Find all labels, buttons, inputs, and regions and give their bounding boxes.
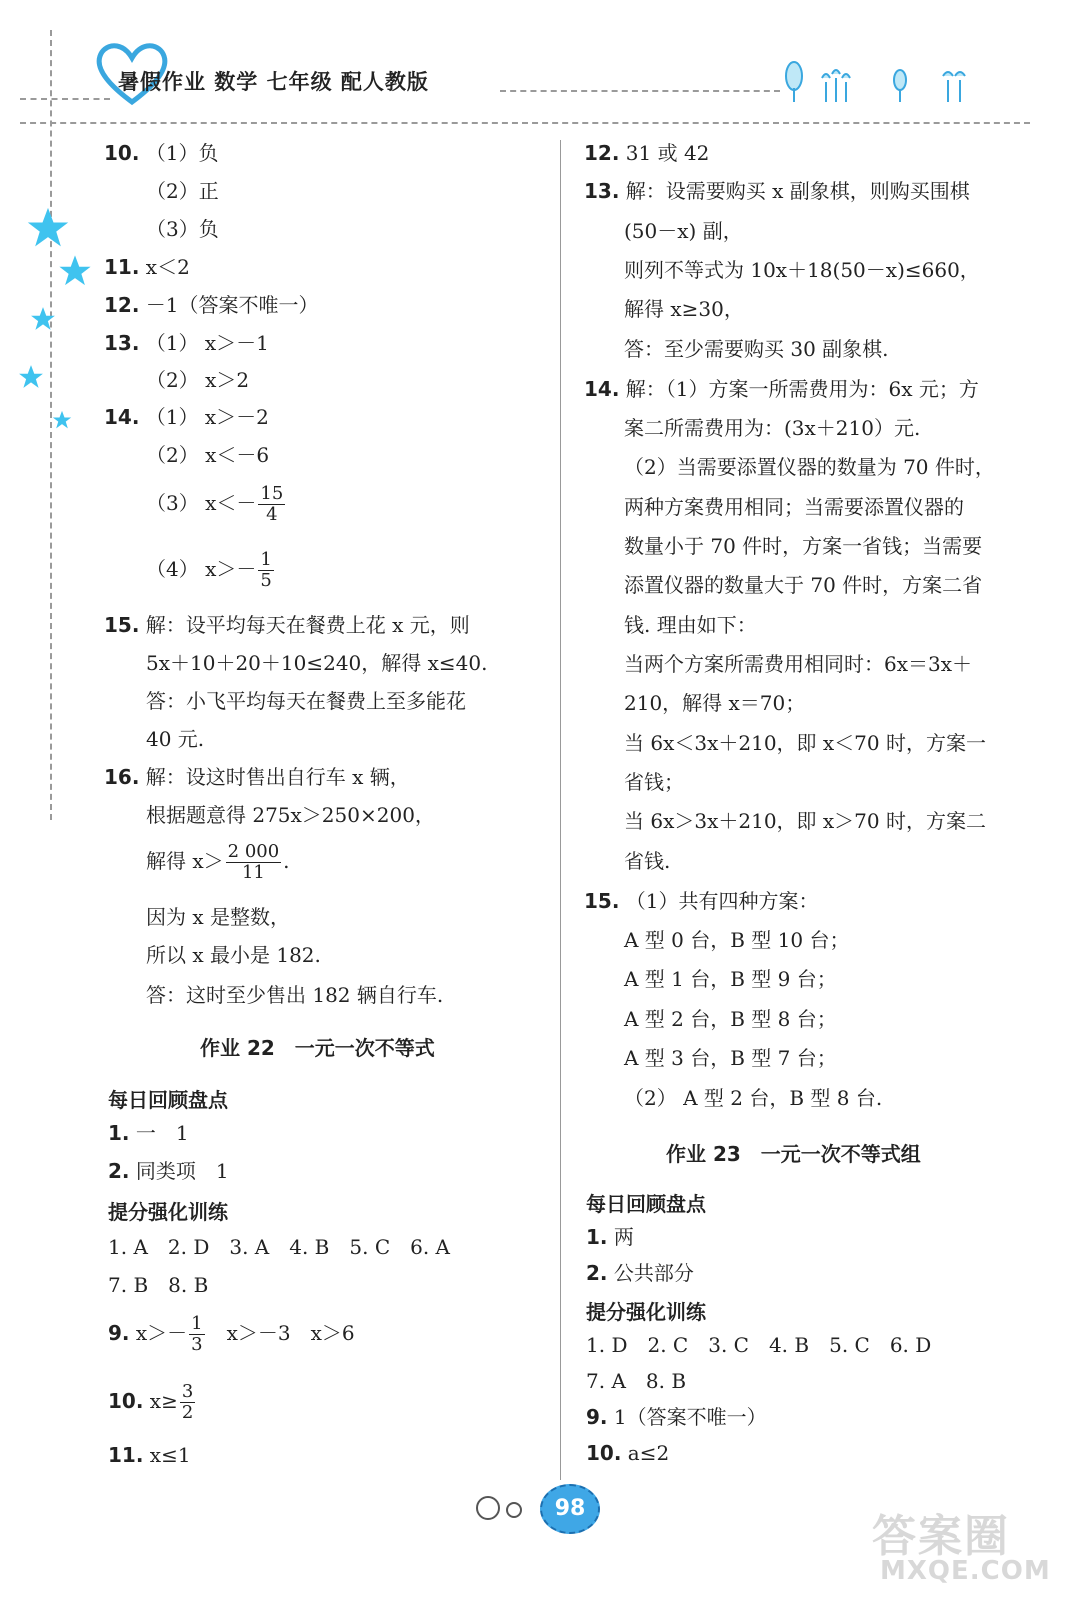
left-q14-d: （4） x＞－ $\frac{1}{5}$	[146, 549, 272, 591]
left-q16-l1: 16. 解：设这时售出自行车 x 辆，	[104, 765, 410, 789]
right-q13-l3: 则列不等式为 10x＋18(50－x)≤660，	[624, 258, 980, 282]
right-daily-2: 2. 公共部分	[586, 1261, 694, 1285]
fraction: $\frac{15}{4}$	[260, 483, 284, 525]
right-q13-l4: 解得 x≥30，	[624, 297, 744, 321]
right-q14-l10: 当 6x＜3x＋210，即 x＜70 时，方案一	[624, 731, 986, 755]
left-q16-l3: 解得 x＞ $\frac{2 000}{11}$ .	[146, 841, 290, 883]
daily-review-heading-2: 每日回顾盘点	[586, 1192, 706, 1216]
header-dash-line	[20, 98, 110, 100]
daily-review-heading: 每日回顾盘点	[108, 1088, 228, 1112]
right-daily-1: 1. 两	[586, 1225, 634, 1249]
header-title: 暑假作业 数学 七年级 配人教版	[118, 70, 429, 94]
star-icon	[58, 254, 92, 288]
left-training-10: 10. x≥ $\frac{3}{2}$	[108, 1381, 194, 1423]
left-daily-1: 1. 一 1	[108, 1121, 189, 1145]
right-q15-l3: A 型 1 台，B 型 9 台；	[624, 967, 837, 991]
right-q14-l12: 当 6x＞3x＋210，即 x＞70 时，方案二	[624, 809, 986, 833]
right-q14-l2: 案二所需费用为：(3x＋210）元.	[624, 416, 921, 440]
left-q16-l2: 根据题意得 275x＞250×200，	[146, 803, 435, 827]
training-heading-2: 提分强化训练	[586, 1300, 706, 1324]
watermark-logo: 答案圈	[872, 1511, 1010, 1562]
section-heading-22: 作业 22 一元一次不等式	[200, 1036, 435, 1060]
left-daily-2: 2. 同类项 1	[108, 1159, 229, 1183]
right-q15-l4: A 型 2 台，B 型 8 台；	[624, 1007, 837, 1031]
star-icon	[26, 206, 70, 250]
left-q15-l2: 5x＋10＋20＋10≤240，解得 x≤40.	[146, 651, 488, 675]
left-q15-l1: 15. 解：设平均每天在餐费上花 x 元，则	[104, 613, 470, 637]
left-training-9: 9. x＞－ $\frac{1}{3}$ x＞－3 x＞6	[108, 1313, 355, 1355]
watermark-url: MXQE.COM	[880, 1556, 1051, 1586]
decor-circle-icon	[506, 1502, 522, 1518]
left-q16-l6: 答：这时至少售出 182 辆自行车.	[146, 983, 444, 1007]
fraction: $\frac{1}{3}$	[191, 1313, 203, 1355]
right-q14-l5: 数量小于 70 件时，方案一省钱；当需要	[624, 534, 983, 558]
fraction: $\frac{1}{5}$	[260, 549, 272, 591]
right-q14-l9: 210，解得 x＝70；	[624, 691, 806, 715]
right-q14-l7: 钱. 理由如下：	[624, 613, 757, 637]
column-divider	[560, 140, 561, 1480]
left-q14-a: 14. （1） x＞－2	[104, 405, 269, 429]
right-q14-l1: 14. 解：（1）方案一所需费用为：6x 元；方	[584, 377, 979, 401]
right-q14-l11: 省钱；	[624, 770, 684, 794]
left-q11: 11. x＜2	[104, 255, 190, 279]
left-training-row1: 1. A 2. D 3. A 4. B 5. C 6. A	[108, 1235, 451, 1259]
left-q12: 12. －1（答案不唯一）	[104, 293, 319, 317]
right-q14-l13: 省钱.	[624, 849, 671, 873]
decor-circle-icon	[476, 1496, 500, 1520]
right-q14-l3: （2）当需要添置仪器的数量为 70 件时，	[624, 455, 995, 479]
right-q13-l1: 13. 解：设需要购买 x 副象棋，则购买围棋	[584, 179, 970, 203]
right-q15-l2: A 型 0 台，B 型 10 台；	[624, 928, 850, 952]
left-q10-c: （3）负	[146, 217, 219, 241]
fraction: $\frac{2 000}{11}$	[227, 841, 280, 883]
right-training-row2: 7. A 8. B	[586, 1369, 687, 1393]
star-icon	[52, 410, 72, 430]
left-q10-a: 10. （1）负	[104, 141, 219, 165]
header-dash-line-2	[500, 90, 780, 92]
header-dash-line-3	[20, 122, 1030, 124]
star-icon	[18, 364, 44, 390]
right-training-9: 9. 1（答案不唯一）	[586, 1405, 767, 1429]
left-q15-l4: 40 元.	[146, 727, 205, 751]
left-q15-l3: 答：小飞平均每天在餐费上至多能花	[146, 689, 466, 713]
left-q16-l5: 所以 x 最小是 182.	[146, 943, 321, 967]
right-q15-l5: A 型 3 台，B 型 7 台；	[624, 1046, 837, 1070]
right-q14-l8: 当两个方案所需费用相同时：6x＝3x＋	[624, 652, 973, 676]
fraction: $\frac{3}{2}$	[181, 1381, 194, 1423]
plants-decoration-icon	[780, 58, 980, 104]
right-training-row1: 1. D 2. C 3. C 4. B 5. C 6. D	[586, 1333, 932, 1357]
left-q13-a: 13. （1） x＞－1	[104, 331, 269, 355]
right-q14-l4: 两种方案费用相同；当需要添置仪器的	[624, 495, 964, 519]
right-q12: 12. 31 或 42	[584, 141, 710, 165]
left-q14-b: （2） x＜－6	[146, 443, 270, 467]
left-q10-b: （2）正	[146, 179, 219, 203]
section-heading-23: 作业 23 一元一次不等式组	[666, 1142, 921, 1166]
right-training-10: 10. a≤2	[586, 1441, 670, 1465]
left-training-11: 11. x≤1	[108, 1443, 191, 1467]
left-q13-b: （2） x＞2	[146, 368, 250, 392]
right-q14-l6: 添置仪器的数量大于 70 件时，方案二省	[624, 573, 983, 597]
star-icon	[30, 306, 56, 332]
right-q15-l1: 15. （1）共有四种方案：	[584, 889, 819, 913]
right-q15-l6: （2） A 型 2 台，B 型 8 台.	[624, 1086, 883, 1110]
right-q13-l5: 答：至少需要购买 30 副象棋.	[624, 337, 889, 361]
left-training-row2: 7. B 8. B	[108, 1273, 209, 1297]
page-number: 98	[540, 1484, 600, 1534]
training-heading: 提分强化训练	[108, 1200, 228, 1224]
right-q13-l2: (50－x) 副，	[624, 219, 743, 243]
left-q14-c: （3） x＜－ $\frac{15}{4}$	[146, 483, 284, 525]
left-q16-l4: 因为 x 是整数，	[146, 905, 290, 929]
